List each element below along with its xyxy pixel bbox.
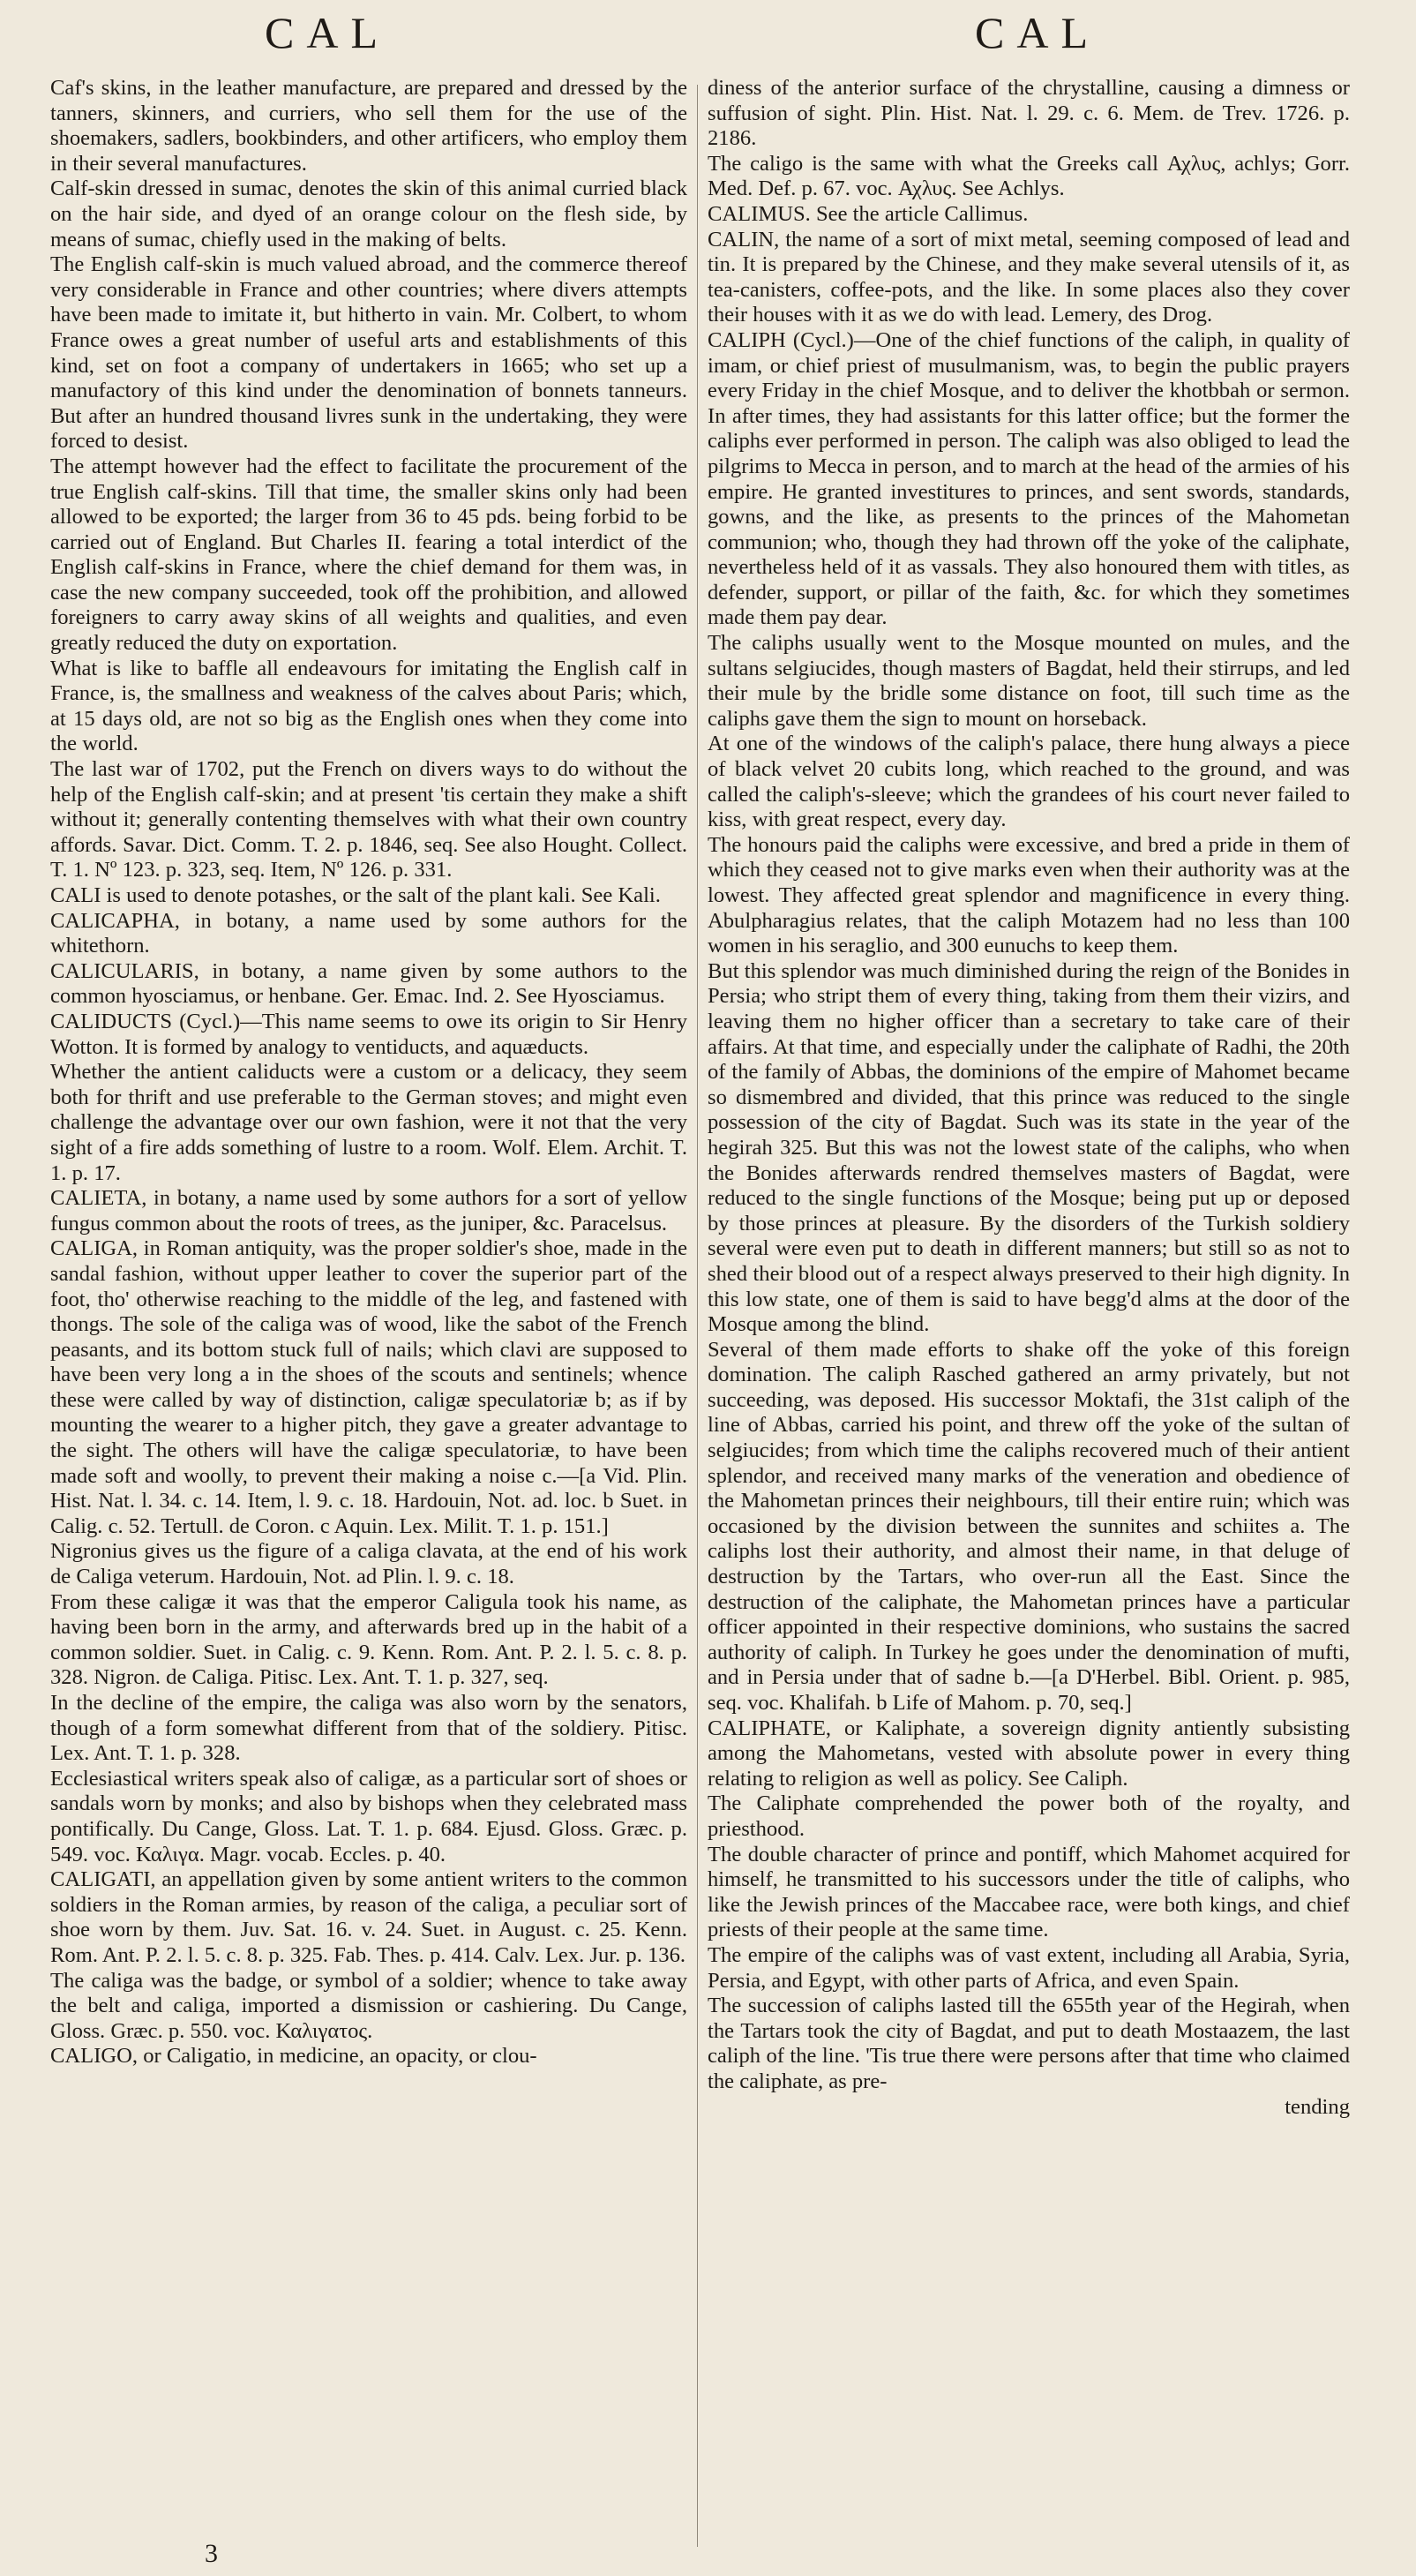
page-number: 3 [205, 2539, 218, 2568]
paragraph-double-character: The double character of prince and pontiff, which Mahomet acquired for himself, he transmitted to his successors under the title of caliphs, who like the Jewish princes of the Maccabee race, were both kings, and chief priests of their people at the same time. [708, 1842, 1350, 1942]
entry-calf-skin-sumac: Calf-skin dressed in sumac, denotes the skin of this animal curried black on the hair side, and dyed of an orange colour on the flesh side, by means of sumac, chiefly used in the making of belts. [50, 176, 687, 252]
column-divider [697, 85, 698, 2547]
entry-caligo: CALIGO, or Caligatio, in medicine, an opacity, or clou- [50, 2044, 537, 2069]
paragraph-caliphs-palace: At one of the windows of the caliph's palace, there hung always a piece of black velvet 20 cubits long, which reached to the ground, and was called the caliph's-sleeve; which the grandees of his court never failed to kiss, with great respect, every day. [708, 732, 1350, 832]
entry-cali: CALI is used to denote potashes, or the salt of the plant kali. See Kali. [50, 883, 661, 907]
paragraph-splendor: But this splendor was much diminished during the reign of the Bonides in Persia; who stript them of every thing, taking from them their vizirs, and leaving them no higher officer than a secretary to take care of their affairs. At that time, and especially under the caliphate of Radhi, the 20th of the family of Abbas, the dominions of the empire of Mahomet became so dismembred and divided, that this prince was reduced to the single possession of the city of Bagdat. Such was its state in the year of the hegirah 325. But this was not the lowest state of the caliphs, who when the Bonides afterwards rendred themselves masters of Bagdat, were reduced to the single functions of the Mosque; being put up or deposed by those princes at pleasure. By the disorders of the Turkish soldiery several were even put to death in different manners; but still so as not to shed their blood out of a respect always preserved to their high dignity. In this low state, one of them is said to have begg'd alms at the door of the Mosque among the blind. [708, 958, 1350, 1337]
entry-calicularis: CALICULARIS, in botany, a name given by some authors to the common hyosciamus, or henbane. Ger. Emac. Ind. 2. See Hyosciamus. [50, 958, 687, 1009]
paragraph-caliga-badge: The caliga was the badge, or symbol of a soldier; whence to take away the belt and caliga, imported a dismission or cashiering. Du Cange, Gloss. Græc. p. 550. voc. Καλιγατος. [50, 1968, 687, 2043]
paragraph-caliphs-mosque: The caliphs usually went to the Mosque mounted on mules, and the sultans selgiucides, though masters of Bagdat, held their stirrups, and led their mule by the bridle some distance on foot, till such time as the caliphs gave them the sign to mount on horseback. [708, 631, 1350, 731]
catchword: tending [1285, 2094, 1350, 2119]
entry-caligati: CALIGATI, an appellation given by some antient writers to the common soldiers in the Roman armies, by reason of the caliga, a peculiar sort of shoe worn by them. Juv. Sat. 16. v. 24. Suet. in August. c. 25. Kenn. Rom. Ant. P. 2. l. 5. c. 8. p. 325. Fab. Thes. p. 414. Calv. Lex. Jur. p. 136. [50, 1867, 687, 1967]
paragraph-caligula: From these caligæ it was that the emperor Caligula took his name, as having been born in the army, and afterwards bred up in the habit of a common soldier. Suet. in Calig. c. 9. Kenn. Rom. Ant. P. 2. l. 5. c. 8. p. 328. Nigron. de Caliga. Pitisc. Lex. Ant. T. 1. p. 327, seq. [50, 1589, 687, 1690]
paragraph-ecclesiastical: Ecclesiastical writers speak also of caligæ, as a particular sort of shoes or sandals worn by monks; and also by bishops when they celebrated mass pontifically. Du Cange, Gloss. Lat. T. 1. p. 684. Ejusd. Gloss. Græc. p. 549. voc. Καλιγα. Magr. vocab. Eccles. p. 40. [50, 1766, 687, 1866]
paragraph-empire-extent: The empire of the caliphs was of vast extent, including all Arabia, Syria, Persia, and Egypt, with other parts of Africa, and even Spain. [708, 1942, 1350, 1993]
paragraph-caligo-greek: The caligo is the same with what the Greeks call Αχλυς, achlys; Gorr. Med. Def. p. 67. voc. Αχλυς. See Achlys. [708, 151, 1350, 201]
paragraph-nigronius: Nigronius gives us the figure of a caliga clavata, at the end of his work de Caliga veterum. Hardouin, Not. ad Plin. l. 9. c. 18. [50, 1539, 687, 1589]
paragraph-caliducts: Whether the antient caliducts were a custom or a delicacy, they seem both for thrift and use preferable to the German stoves; and might even challenge the advantage over our own fashion, were it not that the very sight of a fire adds something of lustre to a room. Wolf. Elem. Archit. T. 1. p. 17. [50, 1060, 687, 1185]
entry-calieta: CALIETA, in botany, a name used by some authors for a sort of yellow fungus common about the roots of trees, as the juniper, &c. Paracelsus. [50, 1186, 687, 1235]
running-head-right: CAL [975, 8, 1100, 57]
paragraph-caligo-cont: diness of the anterior surface of the chrystalline, causing a dimness or suffusion of sight. Plin. Hist. Nat. l. 29. c. 6. Mem. de Trev. 1726. p. 2186. [708, 76, 1350, 151]
paragraph-baffle: What is like to baffle all endeavours for imitating the English calf in France, is, the smallness and weakness of the calves about Paris; which, at 15 days old, are not so big as the English ones when they come into the world. [50, 656, 687, 756]
paragraph-caliphate-power: The Caliphate comprehended the power both of the royalty, and priesthood. [708, 1791, 1350, 1841]
entry-caliph: CALIPH (Cycl.)—One of the chief functions of the caliph, in quality of imam, or chief priest of musulmanism, was, to begin the public prayers every Friday in the chief Mosque, and to deliver the khotbbah or sermon. In after times, they had assistants for this latter office; but the former the caliphs ever performed in person. The caliph was also obliged to lead the pilgrims to Mecca in person, and to march at the head of the armies of his empire. He granted investitures to princes, and sent swords, standards, gowns, and the like, as presents to the princes of the Mahometan communion; who, though they had thrown off the yoke of the caliphate, nevertheless held of it as vassals. They also honoured them with titles, as defender, support, or pillar of the faith, &c. for which they sometimes made them pay dear. [708, 327, 1350, 630]
paragraph-decline: In the decline of the empire, the caliga was also worn by the senators, though of a form somewhat different from that of the soldiery. Pitisc. Lex. Ant. T. 1. p. 328. [50, 1691, 687, 1766]
entry-calin: CALIN, the name of a sort of mixt metal, seeming composed of lead and tin. It is prepared by the Chinese, and they make several utensils of it, as tea-canisters, coffee-pots, and the like. In some places also they cover their houses with it as we do with lead. Lemery, des Drog. [708, 227, 1350, 327]
paragraph-honours: The honours paid the caliphs were excessive, and bred a pride in them of which they ceased not to give marks even when their authority was at the lowest. They affected great splendor and magnificence in every thing. Abulpharagius relates, that the caliph Motazem had no less than 100 women in his seraglio, and 300 eunuchs to keep them. [708, 832, 1350, 958]
running-head-left: CAL [265, 8, 390, 57]
entry-caliga: CALIGA, in Roman antiquity, was the proper soldier's shoe, made in the sandal fashion, without upper leather to cover the superior part of the foot, tho' otherwise reaching to the middle of the leg, and fastened with thongs. The sole of the caliga was of wood, like the sabot of the French peasants, and its bottom stuck full of nails; which clavi are supposed to have been very long a in the shoes of the scouts and sentinels; whence these were called by way of distinction, caligæ speculatoriæ b; as if by mounting the wearer to a higher pitch, they gave a greater advantage to the sight. The others will have the caligæ speculatoriæ, to have been made soft and woolly, to prevent their making a noise c.—[a Vid. Plin. Hist. Nat. l. 34. c. 14. Item, l. 9. c. 18. Hardouin, Not. ad. loc. b Suet. in Calig. c. 52. Tertull. de Coron. c Aquin. Lex. Milit. T. 1. p. 151.] [50, 1236, 687, 1538]
entry-calimus: CALIMUS. See the article Callimus. [708, 201, 1029, 226]
entry-calicapha: CALICAPHA, in botany, a name used by some authors for the whitethorn. [50, 908, 687, 958]
paragraph-english-calf-skin: The English calf-skin is much valued abroad, and the commerce thereof very considerable in France and other countries; where divers attempts have been made to imitate it, but hitherto in vain. Mr. Colbert, to whom France owes a great number of useful arts and establishments of this kind, set on foot a company of undertakers in 1665; who set up a manufactory of this kind under the denomination of bonnets tanneurs. But after an hundred thousand livres sunk in the undertaking, they were forced to desist. [50, 252, 687, 454]
right-column [708, 76, 1350, 2120]
entry-caliphate: CALIPHATE, or Kaliphate, a sovereign dignity antiently subsisting among the Mahometans, vested with absolute power in every thing relating to religion as well as policy. See Caliph. [708, 1716, 1350, 1791]
paragraph-efforts: Several of them made efforts to shake off the yoke of this foreign domination. The caliph Rasched gathered an army privately, but not succeeding, was deposed. His successor Moktafi, the 31st caliph of the line of Abbas, carried his point, and threw off the yoke of the sultan of selgiucides; from which time the caliphs recovered much of their antient splendor, and received many marks of the veneration and obedience of the Mahometan princes their neighbours, till their entire ruin; which was occasioned by the division between the sunnites and schiites a. The caliphs lost their authority, and almost their name, in that deluge of destruction by the Tartars, who over-run all the East. Since the destruction of the caliphate, the Mahometan princes have a particular officer appointed in their respective dominions, who sustains the sacred authority of caliph. In Turkey he goes under the denomination of mufti, and in Persia under that of sadne b.—[a D'Herbel. Bibl. Orient. p. 985, seq. voc. Khalifah. b Life of Mahom. p. 70, seq.] [708, 1337, 1350, 1715]
paragraph-attempt: The attempt however had the effect to facilitate the procurement of the true English calf-skins. Till that time, the smaller skins only had been allowed to be exported; the larger from 36 to 45 pds. being forbid to be carried out of England. But Charles II. fearing a total interdict of the English calf-skins in France, where the chief demand for them was, in case the new company succeeded, took off the prohibition, and allowed foreigners to carry away skins of all weights and qualities, and even greatly reduced the duty on exportation. [50, 454, 687, 656]
entry-calf-skins: Caf's skins, in the leather manufacture, are prepared and dressed by the tanners, skinners, and curriers, who sell them for the use of the shoemakers, sadlers, bookbinders, and other artificers, who employ them in their several manufactures. [50, 76, 687, 176]
paragraph-last-war: The last war of 1702, put the French on divers ways to do without the help of the English calf-skin; and at present 'tis certain they make a shift without it; generally contenting themselves with what their own country affords. Savar. Dict. Comm. T. 2. p. 1846, seq. See also Hought. Collect. T. 1. Nº 123. p. 323, seq. Item, Nº 126. p. 331. [50, 757, 687, 882]
paragraph-succession: The succession of caliphs lasted till the 655th year of the Hegirah, when the Tartars took the city of Bagdat, and put to death Mostaazem, the last caliph of the line. 'Tis true there were persons after that time who claimed the caliphate, as pre- [708, 1994, 1350, 2093]
entry-caliducts: CALIDUCTS (Cycl.)—This name seems to owe its origin to Sir Henry Wotton. It is formed by analogy to ventiducts, and aquæducts. [50, 1009, 687, 1059]
left-column [50, 76, 687, 2069]
